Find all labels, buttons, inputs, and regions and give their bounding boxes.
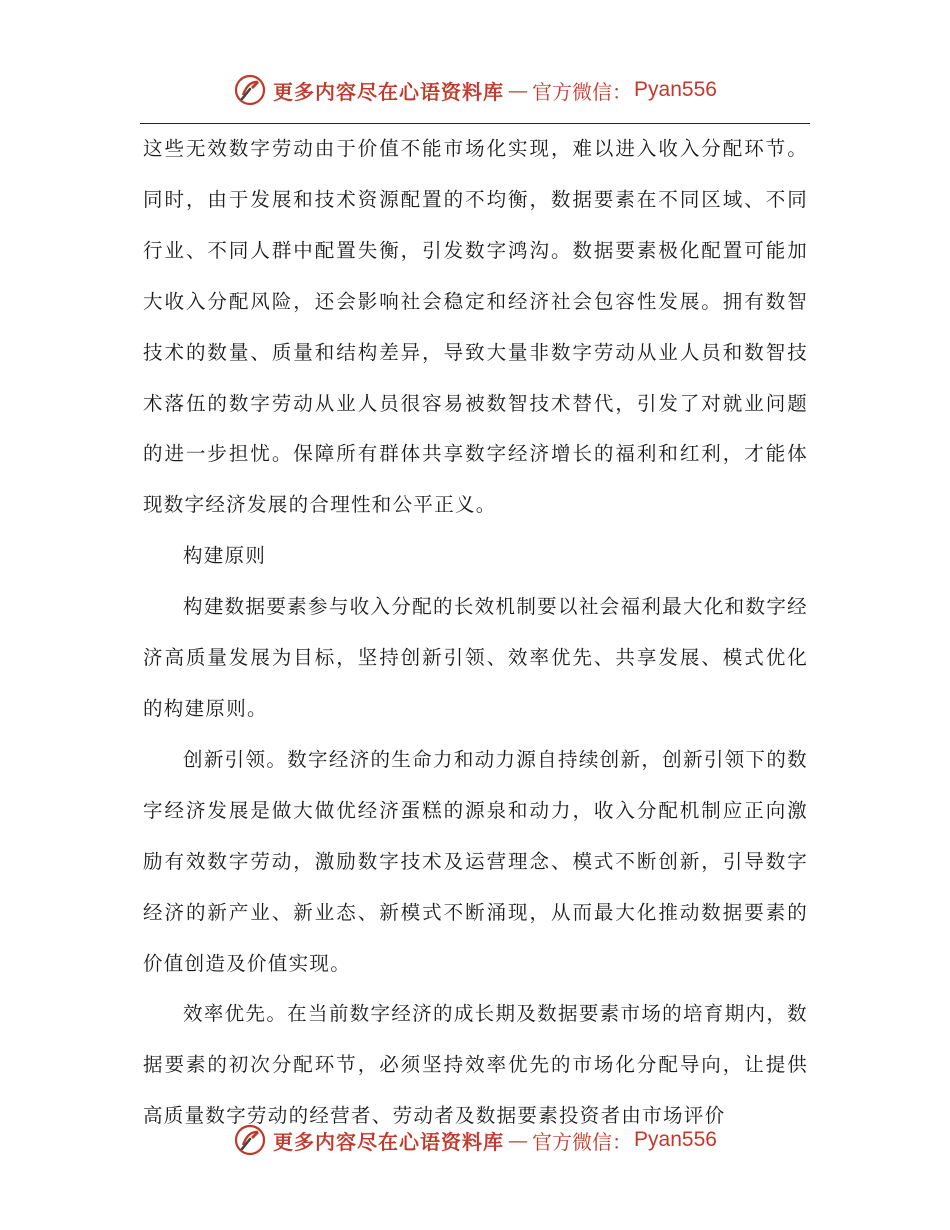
paragraph-principles: 构建数据要素参与收入分配的长效机制要以社会福利最大化和数字经济高质量发展为目标，坚持创新引领、效率优先、共享发展、模式优化的构建原则。	[143, 595, 808, 720]
footer-wechat-id: Pyan556	[634, 1128, 717, 1151]
brand-logo-icon	[233, 73, 267, 107]
header-banner	[0, 70, 950, 110]
header-separator: —	[508, 78, 529, 102]
paragraph-continuation: 这些无效数字劳动由于价值不能市场化实现，难以进入收入分配环节。同时，由于发展和技术资源配置的不均衡，数据要素在不同区域、不同行业、不同人群中配置失衡，引发数字鸿沟。数据要素极化配置可能加大收入分配风险，还会影响社会稳定和经济社会包容性发展。拥有数智技术的数量、质量和结构差异，导致大量非数字劳动从业人员和数智技术落伍的数字劳动从业人员很容易被数智技术替代，引发了对就业问题的进一步担忧。保障所有群体共享数字经济增长的福利和红利，才能体现数字经济发展的合理性和公平正义。	[143, 137, 808, 517]
document-body	[143, 124, 808, 1142]
paragraph-innovation: 创新引领。数字经济的生命力和动力源自持续创新，创新引领下的数字经济发展是做大做优经济蛋糕的源泉和动力，收入分配机制应正向激励有效数字劳动，激励数字技术及运营理念、模式不断创新，引导数字经济的新产业、新业态、新模式不断涌现，从而最大化推动数据要素的价值创造及价值实现。	[143, 747, 808, 975]
header-wechat-label: 官方微信：	[532, 79, 633, 104]
footer-banner	[0, 1120, 950, 1160]
header-promo-text: 更多内容尽在心语资料库	[273, 79, 505, 104]
footer-separator: —	[508, 1128, 529, 1152]
footer-wechat-label: 官方微信：	[532, 1129, 633, 1154]
section-heading: 构建原则	[183, 544, 267, 568]
brand-logo-icon	[233, 1123, 267, 1157]
paragraph-efficiency: 效率优先。在当前数字经济的成长期及数据要素市场的培育期内，数据要素的初次分配环节，必须坚持效率优先的市场化分配导向，让提供高质量数字劳动的经营者、劳动者及数据要素投资者由市场评价	[143, 1002, 808, 1128]
footer-promo-text: 更多内容尽在心语资料库	[273, 1129, 505, 1154]
header-wechat-id: Pyan556	[634, 78, 717, 101]
